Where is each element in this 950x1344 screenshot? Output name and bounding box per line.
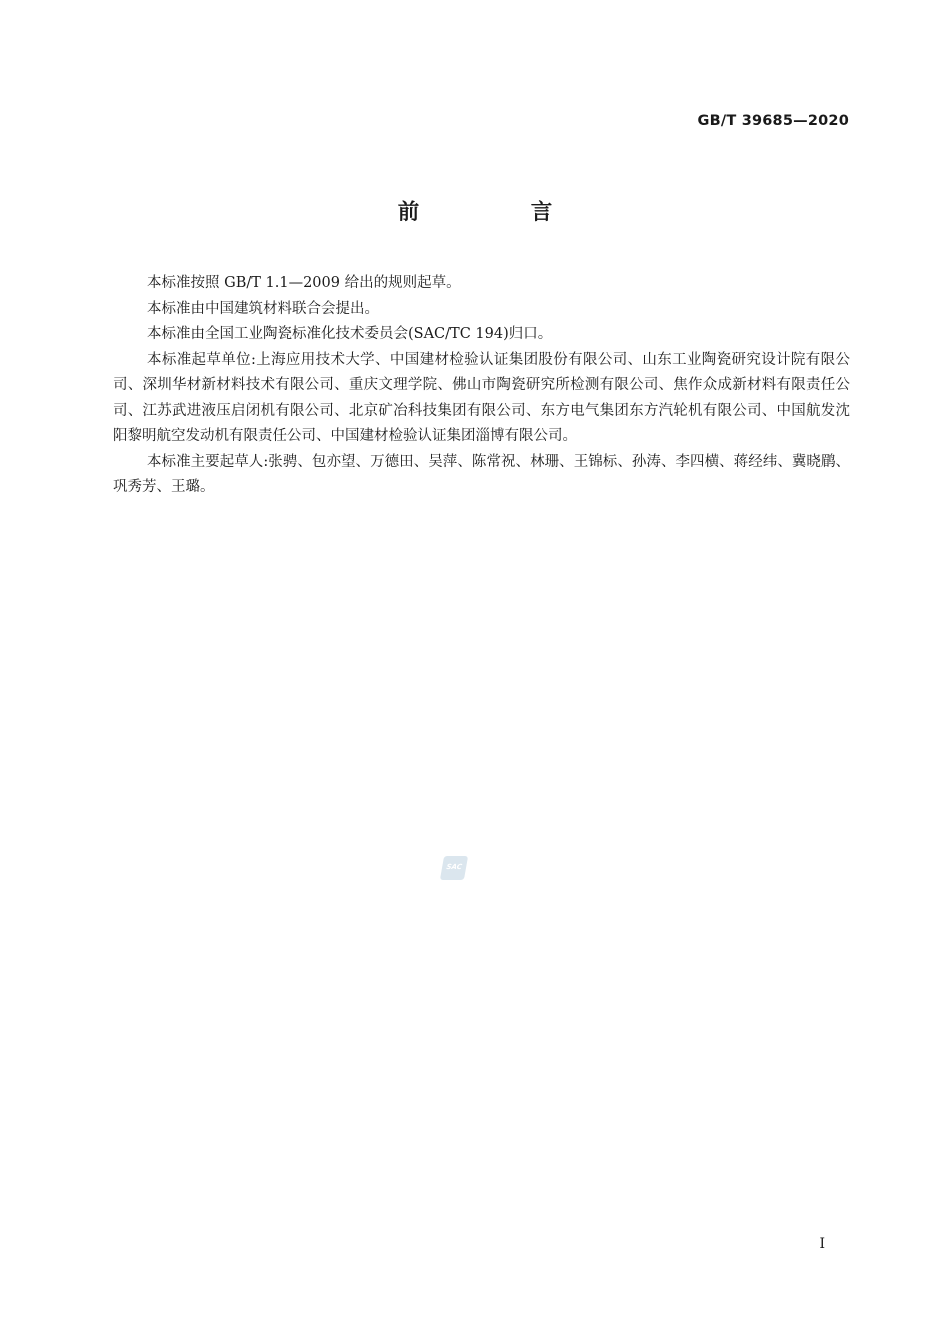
- standard-code: GB/T 39685—2020: [697, 113, 849, 129]
- sac-watermark-text: SAC: [445, 863, 463, 871]
- paragraph-drafting-units: 本标准起草单位:上海应用技术大学、中国建材检验认证集团股份有限公司、山东工业陶瓷研究设计院有限公司、深圳华材新材料技术有限公司、重庆文理学院、佛山市陶瓷研究所检测有限公司、焦作众成新材料有限责任公司、江苏武进液压启闭机有限公司、北京矿冶科技集团有限公司、东方电气集团东方汽轮机有限公司、中国航发沈阳黎明航空发动机有限责任公司、中国建材检验认证集团淄博有限公司。: [113, 351, 850, 444]
- page-title: 前 言: [397, 200, 605, 225]
- foreword-body: [113, 271, 850, 501]
- paragraph-proposer: 本标准由中国建筑材料联合会提出。: [147, 300, 379, 317]
- paragraph-drafters: 本标准主要起草人:张骋、包亦望、万德田、吴萍、陈常祝、林珊、王锦标、孙涛、李四横、蒋经纬、冀晓鹛、巩秀芳、王璐。: [113, 453, 850, 495]
- paragraph-committee: 本标准由全国工业陶瓷标准化技术委员会(SAC/TC 194)归口。: [147, 326, 553, 342]
- sac-watermark-logo: [440, 856, 468, 880]
- page-number: I: [819, 1236, 825, 1252]
- paragraph-drafting-rules: 本标准按照 GB/T 1.1—2009 给出的规则起草。: [147, 275, 461, 291]
